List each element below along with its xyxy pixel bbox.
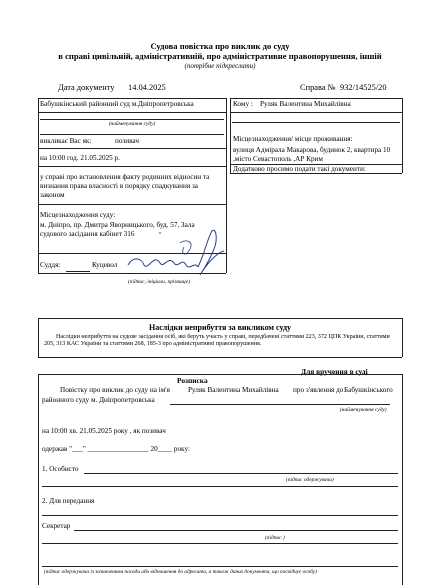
receipt-title: Розписка xyxy=(177,376,208,385)
court-use-label: Для вручення в суді xyxy=(301,367,368,376)
date-value: 14.04.2025 xyxy=(128,83,166,92)
court-location: м. Дніпро, пр. Дмитра Яворницького, буд. 57, Зала судового засідання кабінет 316 xyxy=(40,221,195,238)
judge-label: Суддя: xyxy=(40,261,61,269)
extra-docs-label: Додатково просимо подати такі документи: xyxy=(233,165,366,173)
addressee-label: Кому : xyxy=(233,100,253,108)
secretary-caption: (підпис ) xyxy=(265,535,285,541)
hearing-time: на 10:00 год. 21.05.2025 р. xyxy=(40,154,120,162)
signature-caption: (підпис, ініціали, прізвище) xyxy=(128,279,190,285)
residence-address: вулиця Адмірала Макарова, будинок 2, квартира 10 ,місто Севастополь ,АР Крим xyxy=(233,146,391,163)
title-line-2: в справі цивільній, адміністративній, про адміністративне правопорушення, іншій xyxy=(58,51,382,61)
consequences-text: Наслідки неприбуття на судове засідання осіб, які беруть участь у справі, передбачені статтями 223, 372 ЦПК України, статтями 205, 313 КАС України та статтями 268, 185-3 про адміністративні правопорушення. xyxy=(44,334,390,348)
court-location-label: Місцезнаходження суду: xyxy=(40,211,116,219)
receipt-court-a: Бабушкінського xyxy=(344,386,393,394)
judge-signature-icon xyxy=(120,225,230,280)
consequences-title: Наслідки неприбуття за викликом суду xyxy=(149,323,291,332)
summon-text: викликає Вас як: xyxy=(40,137,92,145)
case-subject: у справі про встановлення факту родинних відносин та визнання права власності в порядку спадкування за законом xyxy=(40,173,210,199)
title-line-1: Судова повістка про виклик до суду xyxy=(150,41,290,51)
receipt-intro: Повістку про виклик до суду на ім'я xyxy=(60,386,170,394)
subtitle: (потрібне підкреслити) xyxy=(184,62,256,70)
court-caption: (найменування суду) xyxy=(108,121,156,127)
receipt-footer-caption: (підпис одержувача із зазначенням посади або відношення до адресата, а також даних документа, що посвідчує особу) xyxy=(44,569,317,575)
summon-role: позивач xyxy=(115,137,139,145)
receipt-appearance: про з'явлення до xyxy=(293,386,344,394)
received-date-line: одержав "___" _________________ 20____ року: xyxy=(42,445,190,453)
addressee-name: Руляк Валентина Михайлівна xyxy=(260,100,351,108)
case-label: Справа № xyxy=(300,83,336,92)
receipt-court-caption: (найменування суду) xyxy=(340,407,387,413)
date-label: Дата документу xyxy=(58,83,115,92)
judge-name: Куцевол xyxy=(92,261,118,269)
court-name: Бабушкінський районний суд м.Дніпропетровська xyxy=(40,100,194,108)
residence-label: Місцезнаходження/ місце проживання: xyxy=(233,135,353,143)
receipt-addressee: Руляк Валентина Михайлівна xyxy=(188,386,279,394)
secretary-label: Секретар xyxy=(42,522,71,530)
receipt-court-b: районного суду м. Дніпропетровська xyxy=(42,396,155,404)
personal-caption: (підпис одержувача) xyxy=(286,477,334,483)
personal-label: 1. Особисто xyxy=(42,465,79,473)
transfer-label: 2. Для передання xyxy=(42,497,95,505)
receipt-time: на 10:00 хв. 21.05.2025 року , як позивач xyxy=(42,427,166,435)
case-number: 932/14525/20 xyxy=(340,83,387,92)
